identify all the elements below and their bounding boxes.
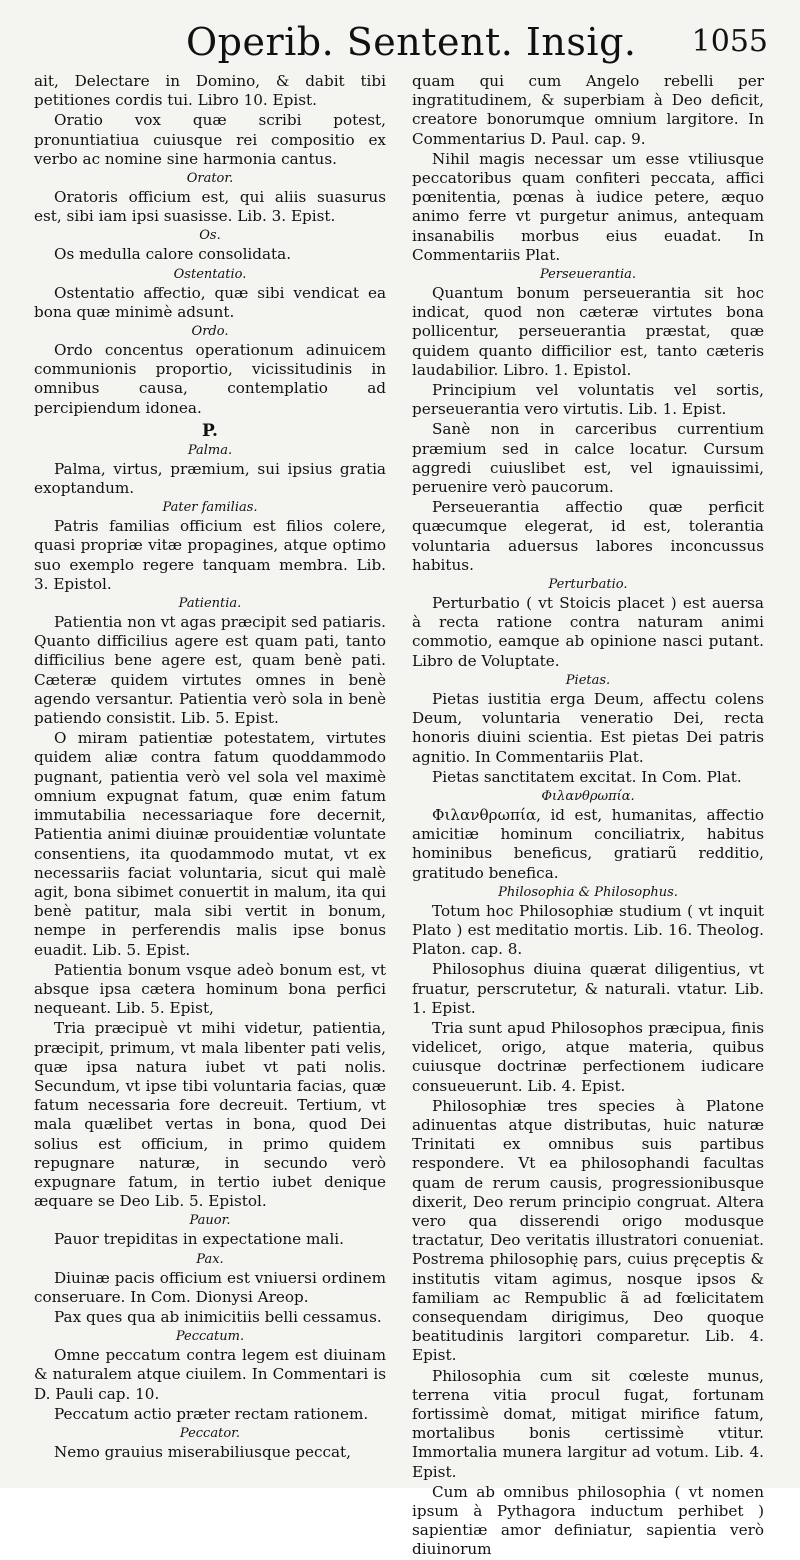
section-letter: P. — [202, 420, 218, 441]
entry-paragraph: Patris familias officium est filios colere, quasi propriæ vitæ propagines, atque optimo suo exemplo regere tanquam membra. Lib. 3. Epistol. — [34, 517, 386, 593]
entry-paragraph: Patientia bonum vsque adeò bonum est, vt absque ipsa cætera hominum bona perfici nequeant. Lib. 5. Epist, — [34, 960, 386, 1018]
header-rule — [0, 68, 800, 69]
entry-heading: Ordo. — [191, 324, 229, 340]
entry-paragraph: Perturbatio ( vt Stoicis placet ) est auersa à recta ratione contra naturam animi commotio, eamque ab opinione nasci putant. Libro de Voluptate. — [412, 594, 764, 670]
entry-paragraph: quam qui cum Angelo rebelli per ingratitudinem, & superbiam à Deo deficit, creatore bonorumque omnium largitore. In Commentarius D. Paul. cap. 9. — [412, 72, 764, 148]
entry-paragraph: O miram patientiæ potestatem, virtutes quidem aliæ contra fatum quoddammodo pugnant, patientia verò vel sola vel maximè omnium expugnat fatum, quæ enim fatum immutabilia necessariaque fore decernit, Patientia animi diuinæ prouidentiæ voluntate consentiens, ita quodammodo mutat, vt ex necessariis faciat voluntaria, sicut qui malè agit, bona sibimet conuertit in malum, ita qui benè patitur, mala sibi vertit in bonum, nempe in perferendis malis ipse bonus euadit. Lib. 5. Epist. — [34, 729, 386, 959]
entry-paragraph: Palma, virtus, præmium, sui ipsius gratia exoptandum. — [34, 459, 386, 498]
entry-heading: Philosophia & Philosophus. — [498, 884, 678, 900]
entry-paragraph: Tria sunt apud Philosophos præcipua, finis videlicet, origo, atque materia, quibus cuiusque doctrinæ perfectionem iudicare consueuerunt. Lib. 4. Epist. — [412, 1018, 764, 1095]
page-number: 1055 — [691, 24, 768, 59]
entry-paragraph: Pietas iustitia erga Deum, affectu colens Deum, voluntaria veneratio Dei, recta honoris diuini scientia. Est pietas Dei patris agnitio. In Commentariis Plat. — [412, 689, 764, 766]
entry-paragraph: Philosophiæ tres species à Platone adinuentas atque distributas, huic naturæ Trinitati ex omnibus suis partibus respondere. Vt ea philosophandi facultas quam de rerum causis, progressionibusque dixerit, Deo rerum principio congruat. Altera vero qua disserendi origo modusque tractatur, Deo veritatis illustratori conueniat. Postrema philosophię pars, cuius pręceptis & institutis vitam agimus, nosque ipsos & familiam ac Rempublic ã ad fœlicitatem consequendam dirigimus, Deo quoque beatitudinis largitori comparetur. Lib. 4. Epist. — [412, 1096, 764, 1365]
entry-paragraph: Perseuerantia affectio quæ perficit quæcumque elegerat, id est, tolerantia voluntaria aduersus labores inconcussus habitus. — [412, 498, 764, 574]
entry-paragraph: Principium vel voluntatis vel sortis, perseuerantia vero virtutis. Lib. 1. Epist. — [412, 381, 764, 419]
entry-paragraph: Nihil magis necessar um esse vtiliusque peccatoribus quam confiteri peccata, affici pœnitentia, pœnas à iudice petere, æquo animo ferre vt purgetur animus, antequam insanabilis morbus eius euadat. In Commentariis Plat. — [412, 149, 764, 264]
entry-paragraph: Os medulla calore consolidata. — [54, 245, 292, 264]
entry-paragraph: Oratoris officium est, qui aliis suasurus est, sibi iam ipsi suasisse. Lib. 3. Epist. — [34, 188, 386, 226]
entry-paragraph: Nemo grauius miserabiliusque peccat, — [54, 1442, 351, 1461]
entry-heading: Orator. — [186, 171, 234, 187]
entry-paragraph: Philosophus diuina quærat diligentius, vt fruatur, perscrutetur, & naturali. vtatur. Lib. 1. Epist. — [412, 960, 764, 1017]
running-title: Operib. Sentent. Insig. — [186, 20, 637, 64]
entry-heading: Pater familias. — [162, 500, 258, 516]
entry-paragraph: Pax ques qua ab inimicitiis belli cessamus. — [54, 1307, 382, 1326]
entry-heading: Patientia. — [178, 596, 242, 612]
running-header — [0, 14, 800, 74]
entry-heading: Φιλανθρωπία. — [541, 788, 635, 804]
entry-heading: Pietas. — [565, 672, 611, 688]
entry-paragraph: Omne peccatum contra legem est diuinam & naturalem atque ciuilem. In Commentari is D. Pauli cap. 10. — [34, 1346, 386, 1403]
entry-paragraph: Φιλανθρωπία, id est, humanitas, affectio amicitiæ hominum conciliatrix, habitus hominibus beneficus, gratiarũ redditio, gratitudo benefica. — [412, 805, 764, 882]
entry-heading: Pauor. — [189, 1213, 231, 1229]
entry-paragraph: Pauor trepiditas in expectatione mali. — [54, 1230, 344, 1249]
entry-heading: Os. — [199, 228, 221, 244]
entry-heading: Perturbatio. — [548, 577, 628, 593]
entry-heading: Perseuerantia. — [539, 267, 637, 283]
entry-heading: Peccatum. — [175, 1329, 245, 1345]
left-column — [34, 72, 386, 1482]
entry-paragraph: Pietas sanctitatem excitat. In Com. Plat. — [432, 767, 742, 786]
entry-heading: Pax. — [196, 1251, 224, 1267]
entry-heading: Palma. — [187, 442, 233, 458]
entry-paragraph: Ordo concentus operationum adinuicem communionis proportio, vicissitudinis in omnibus causa, contemplatio ad percipiendum idonea. — [34, 341, 386, 417]
entry-paragraph: Cum ab omnibus philosophia ( vt nomen ipsum à Pythagora inductum perhibet ) sapientiæ amor definiatur, sapientia verò diuinorum — [412, 1482, 764, 1559]
entry-paragraph: Patientia non vt agas præcipit sed patiaris. Quanto difficilius agere est quam pati, tanto difficilius bene agere est, quam benè pati. Cæteræ quidem virtutes omnes in benè agendo versantur. Patientia verò sola in benè patiendo consistit. Lib. 5. Epist. — [34, 613, 386, 728]
entry-paragraph: Quantum bonum perseuerantia sit hoc indicat, quod non cæteræ virtutes bona pollicentur, perseuerantia præstat, quæ quidem quanto difficilior est, tanto cæteris laudabilior. Libro. 1. Epistol. — [412, 284, 764, 379]
entry-paragraph: ait, Delectare in Domino, & dabit tibi petitiones cordis tui. Libro 10. Epist. — [34, 72, 386, 110]
entry-paragraph: Ostentatio affectio, quæ sibi vendicat ea bona quæ minimè adsunt. — [34, 283, 386, 321]
entry-paragraph: Sanè non in carceribus currentium præmium sed in calce locatur. Cursum aggredi cuiuslibet est, vel ignauissimi, peruenire verò paucorum. — [412, 420, 764, 497]
right-column — [412, 72, 764, 1559]
entry-paragraph: Tria præcipuè vt mihi videtur, patientia, præcipit, primum, vt mala libenter pati velis, quæ ipsa natura iubet vt pati nolis. Secundum, vt ipse tibi voluntaria facias, quæ fatum necessaria fore decreuit. Tertium, vt mala quælibet vertas in bona, quod Dei solius est officium, in primo quidem repugnare naturæ, in secundo verò expugnare fatum, in tertio iubet denique æquare se Deo Lib. 5. Epistol. — [34, 1019, 386, 1211]
entry-paragraph: Totum hoc Philosophiæ studium ( vt inquit Plato ) est meditatio mortis. Lib. 16. Theolog. Platon. cap. 8. — [412, 901, 764, 959]
entry-paragraph: Philosophia cum sit cœleste munus, terrena vitia procul fugat, fortunam fortissimè domat, mitigat mirifice fatum, mortalibus bonis certissimè vtitur. Immortalia munera largitur ad votum. Lib. 4. Epist. — [412, 1366, 764, 1481]
entry-heading: Peccator. — [179, 1425, 241, 1441]
entry-paragraph: Peccatum actio præter rectam rationem. — [54, 1404, 369, 1423]
entry-heading: Ostentatio. — [173, 266, 247, 282]
entry-paragraph: Oratio vox quæ scribi potest, pronuntiatiua cuiusque rei compositio ex verbo ac nomine sine harmonia cantus. — [34, 111, 386, 168]
entry-paragraph: Diuinæ pacis officium est vniuersi ordinem conseruare. In Com. Dionysi Areop. — [34, 1268, 386, 1306]
